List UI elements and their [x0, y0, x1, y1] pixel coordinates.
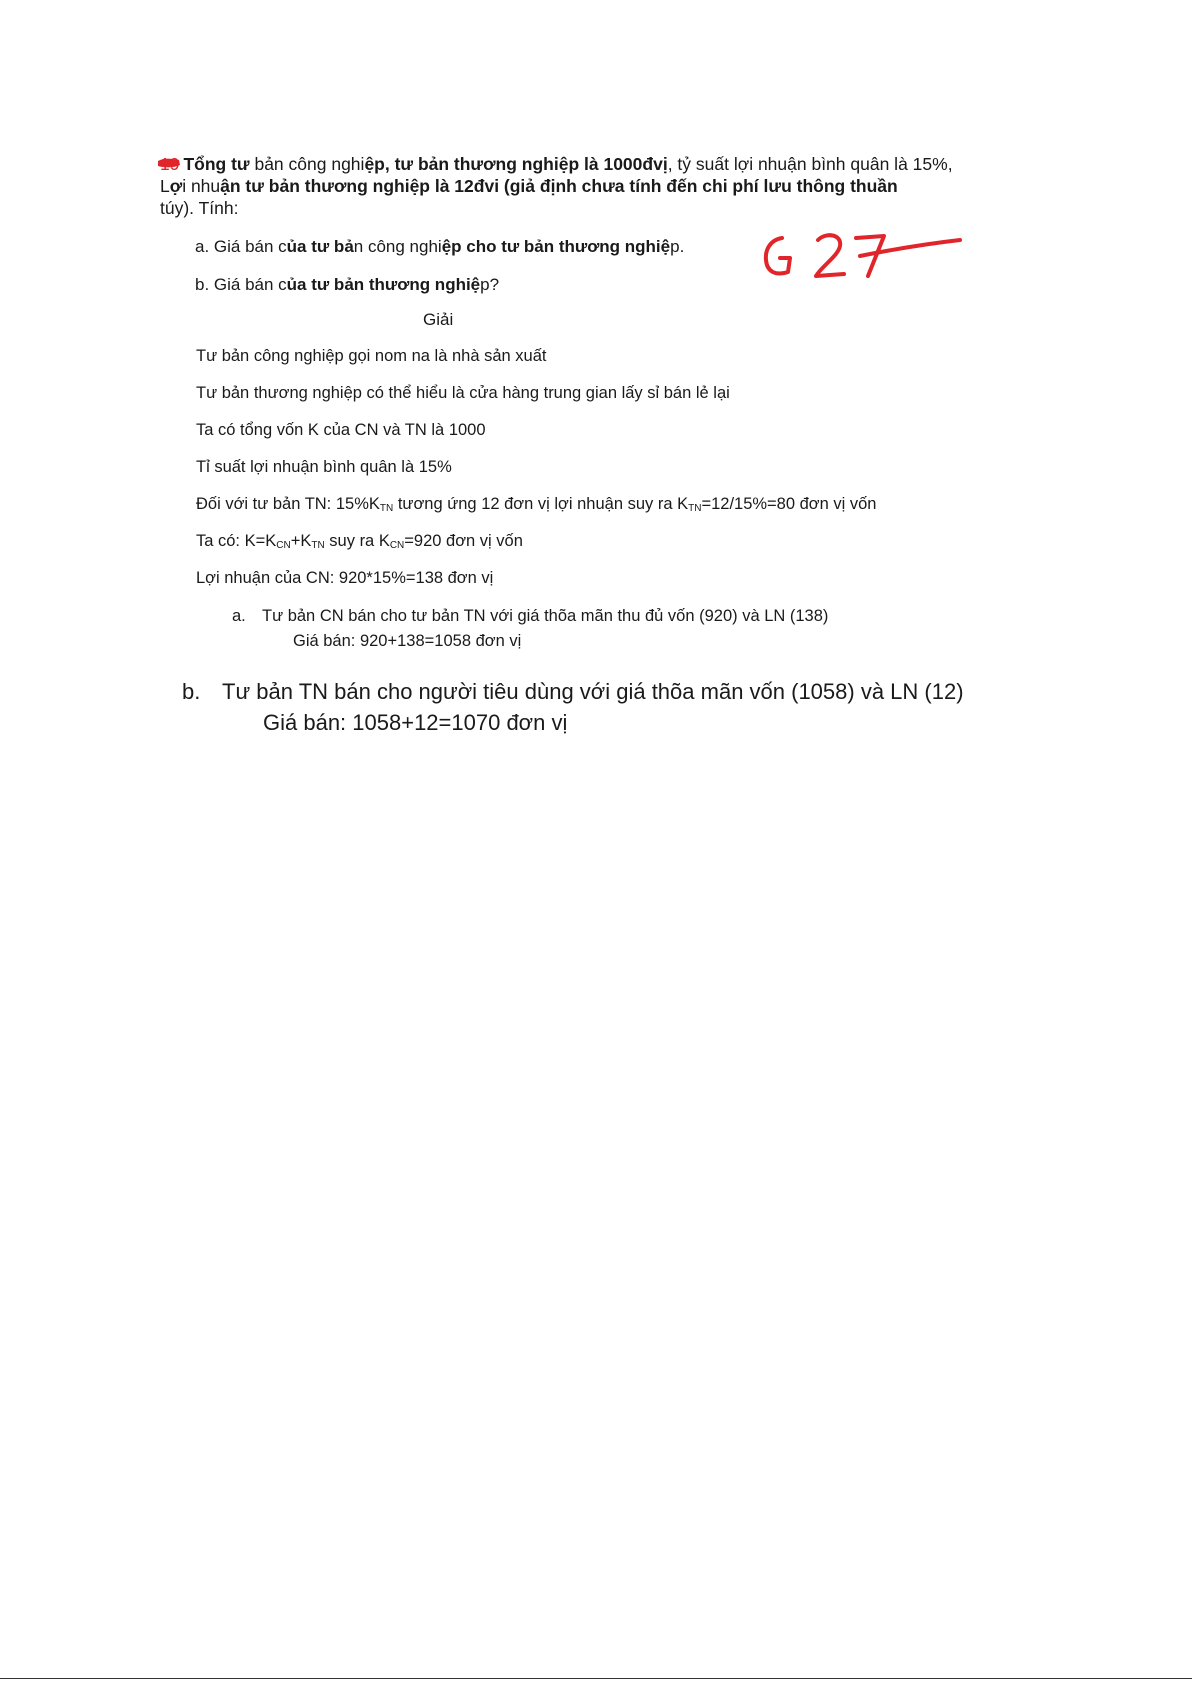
solution-line-1: Tư bản công nghiệp gọi nom na là nhà sản xuất — [196, 347, 547, 365]
answer-b-marker: b. — [182, 679, 201, 704]
answer-a-text: Tư bản CN bán cho tư bản TN với giá thõa mãn thu đủ vốn (920) và LN (138) — [262, 607, 829, 625]
answer-a-price: Giá bán: 920+138=1058 đơn vị — [293, 632, 522, 650]
question-a: a. Giá bán của tư bản công nghiệp cho tư bản thương nghiệp. — [195, 237, 685, 256]
svg-text:G 27: G 27 — [760, 228, 763, 229]
solution-title: Giải — [423, 310, 454, 329]
problem-number: 19 — [160, 154, 180, 174]
solution-line-5: Đối với tư bản TN: $15\%K_{TN}$ tương ứng 12 đơn vị lợi nhuận suy ra $K_{TN}=12/15\%=80$ đơn vị vốn — [196, 495, 877, 514]
solution-line-7: Lợi nhuận của CN: 920*15%=138 đơn vị — [196, 569, 494, 587]
solution-line-4: Tỉ suất lợi nhuận bình quân là 15% — [196, 458, 452, 476]
answer-a-marker: a. — [232, 607, 246, 625]
solution-line-3: Ta có tổng vốn K của CN và TN là 1000 — [196, 421, 486, 439]
problem-statement: 19 Tổng tư bản công nghiệp, tư bản thương nghiệp là 1000đvị, tỷ suất lợi nhuận bình quân là 15%, Lợi nhuận tư bản thương nghiệp là 12đvi (giả định chưa tính đến chi phí lưu thông thuần túy). Tính: — [160, 154, 953, 218]
solution-line-6: Ta có: $K=K_{CN}+K_{TN}$ suy ra $K_{CN}=920$ đơn vị vốn — [196, 532, 523, 551]
solution-line-2: Tư bản thương nghiệp có thể hiểu là cửa hàng trung gian lấy sỉ bán lẻ lại — [196, 384, 730, 402]
question-b: b. Giá bán của tư bản thương nghiệp? — [195, 275, 500, 294]
answer-b-price: Giá bán: 1058+12=1070 đơn vị — [263, 710, 568, 735]
bottom-divider — [0, 1678, 1192, 1679]
answer-b-text: Tư bản TN bán cho người tiêu dùng với giá thõa mãn vốn (1058) và LN (12) — [222, 679, 964, 704]
handwritten-note — [760, 228, 970, 288]
